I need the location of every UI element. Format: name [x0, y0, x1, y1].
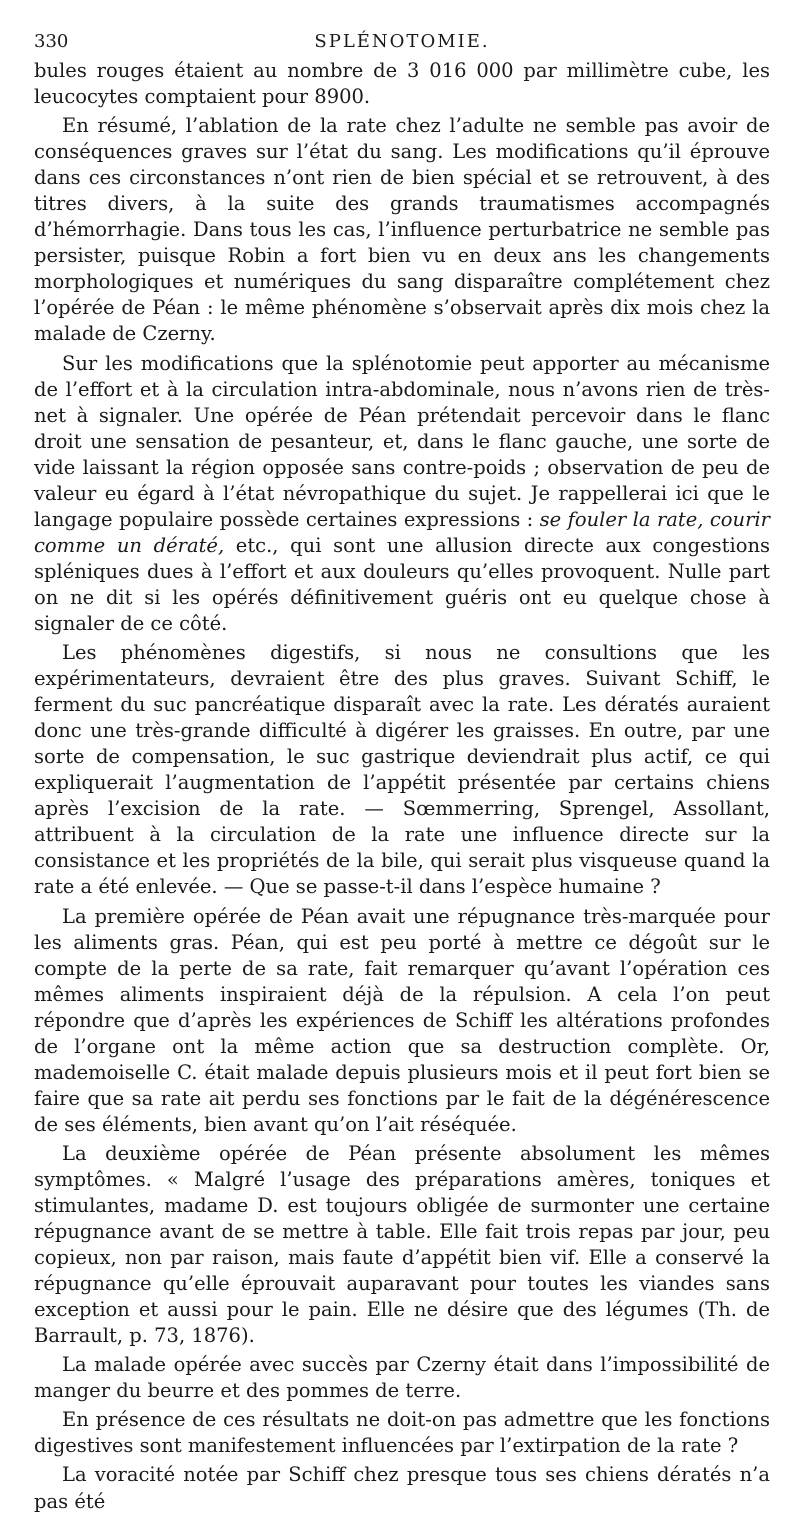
- text-run: La malade opérée avec succès par Czerny était dans l’impossibilité de manger du beurre et des pommes de terre.: [34, 1353, 770, 1403]
- page-header: [34, 26, 770, 58]
- paragraph: [34, 904, 770, 1138]
- text-run: La deuxième opérée de Péan présente absolument les mêmes symptômes. « Malgré l’usage des préparations amères, toniques et stimulantes, madame D. est toujours obligée de surmonter une certaine répugnance avant de se mettre à table. Elle fait trois repas par jour, peu copieux, non par raison, mais faute d’appétit bien vif. Elle a conservé la répugnance qu’elle éprouvait auparavant pour toutes les viandes sans exception et aussi pour le pain. Elle ne désire que des légumes (Th. de Barrault, p. 73, 1876).: [34, 1141, 770, 1348]
- text-run: bules rouges étaient au nombre de 3 016 000 par millimètre cube, les leucocytes comptaient pour 8900.: [34, 59, 770, 109]
- running-title: SPLÉNOTOMIE.: [314, 31, 490, 52]
- paragraph: [34, 1141, 770, 1349]
- text-run: En présence de ces résultats ne doit-on pas admettre que les fonctions digestives sont manifestement influencées par l’extirpation de la rate ?: [34, 1408, 770, 1458]
- paragraph: [34, 58, 770, 110]
- body-text: [34, 58, 770, 1515]
- paragraph: [34, 1352, 770, 1404]
- paragraph: [34, 351, 770, 638]
- paragraph: [34, 1462, 770, 1514]
- text-run: Sur les modifications que la splénotomie peut apporter au mécanisme de l’effort et à la circulation intra-abdominale, nous n’avons rien de très-net à signaler. Une opérée de Péan prétendait percevoir dans le flanc droit une sensation de pesanteur, et, dans le flanc gauche, une sorte de vide laissant la région opposée sans contre-poids ; observation de peu de valeur eu égard à l’état névropathique du sujet. Je rappellerai ici que le langage populaire possède certaines expressions :: [34, 351, 770, 531]
- paragraph: [34, 113, 770, 347]
- text-run: La voracité notée par Schiff chez presque tous ses chiens dératés n’a pas été: [34, 1463, 770, 1513]
- text-run: Les phénomènes digestifs, si nous ne consultions que les expérimentateurs, devraient être des plus graves. Suivant Schiff, le ferment du suc pancréatique disparaît avec la rate. Les dératés auraient donc une très-grande difficulté à digérer les graisses. En outre, par une sorte de compensation, le suc gastrique deviendrait plus actif, ce qui expliquerait l’augmentation de l’appétit présentée par certains chiens après l’excision de la rate. — Sœmmerring, Sprengel, Assollant, attribuent à la circulation de la rate une influence directe sur la consistance et les propriétés de la bile, qui serait plus visqueuse quand la rate a été enlevée. — Que se passe-t-il dans l’espèce humaine ?: [34, 641, 770, 899]
- text-run: etc., qui sont une allusion directe aux congestions spléniques dues à l’effort et aux douleurs qu’elles provoquent. Nulle part on ne dit si les opérés définitivement guéris ont eu quelque chose à signaler de ce côté.: [34, 533, 771, 635]
- italic-phrase: se fouler la rate, courir comme un dératé,: [34, 507, 770, 557]
- paragraph: [34, 640, 770, 900]
- paragraph: [34, 1407, 770, 1459]
- text-run: En résumé, l’ablation de la rate chez l’adulte ne semble pas avoir de conséquences graves sur l’état du sang. Les modifications qu’il éprouve dans ces circonstances n’ont rien de bien spécial et se retrouvent, à des titres divers, à la suite des grands traumatismes accompagnés d’hémorrhagie. Dans tous les cas, l’influence perturbatrice ne semble pas persister, puisque Robin a fort bien vu en deux ans les changements morphologiques et numériques du sang disparaître complétement chez l’opérée de Péan : le même phénomène s’observait après dix mois chez la malade de Czerny.: [34, 114, 770, 346]
- text-run: La première opérée de Péan avait une répugnance très-marquée pour les aliments gras. Péan, qui est peu porté à mettre ce dégoût sur le compte de la perte de sa rate, fait remarquer qu’avant l’opération ces mêmes aliments inspiraient déjà de la répulsion. A cela l’on peut répondre que d’après les expériences de Schiff les altérations profondes de l’organe ont la même action que sa destruction complète. Or, mademoiselle C. était malade depuis plusieurs mois et il peut fort bien se faire que sa rate ait perdu ses fonctions par le fait de la dégénérescence de ses éléments, bien avant qu’on l’ait réséquée.: [34, 904, 770, 1136]
- page-number: 330: [34, 31, 69, 52]
